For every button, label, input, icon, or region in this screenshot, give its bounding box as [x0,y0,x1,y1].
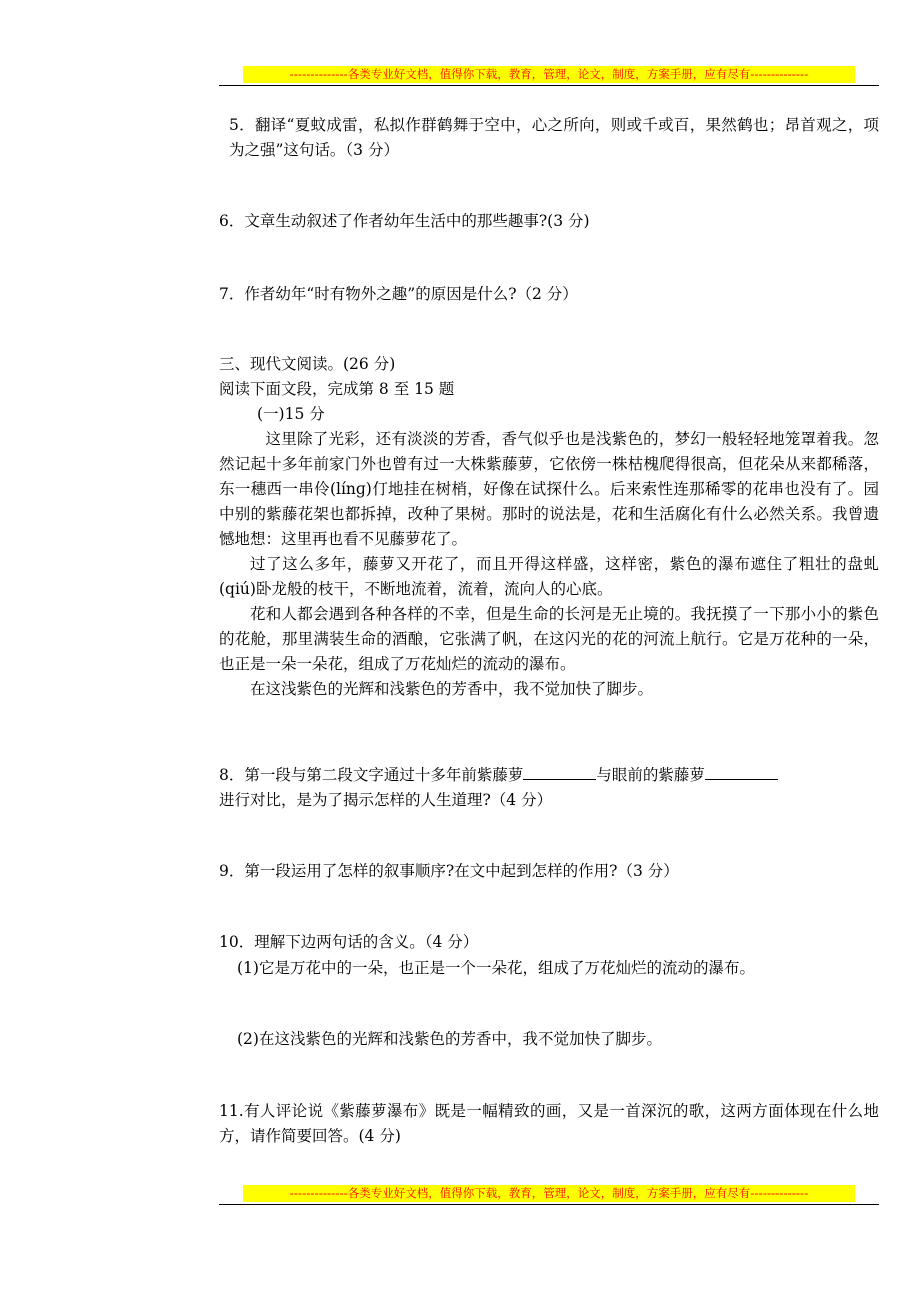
q8-text-3: 进行对比，是为了揭示怎样的人生道理?（4 分） [219,791,553,809]
section-title: 三、现代文阅读。(26 分) [219,355,396,373]
answer-blank-2[interactable] [705,763,778,780]
section-3 [219,352,879,702]
passage-paragraph: 花和人都会遇到各种各样的不幸，但是生命的长河是无止境的。我抚摸了一下那小小的紫色的花舱，那里满装生命的酒酿，它张满了帆，在这闪光的花的河流上航行。它是万花种的一朵，也正是一朵一朵花，组成了万花灿烂的流动的瀑布。 [219,605,879,673]
header-banner: --------------各类专业好文档，值得你下载，教育，管理，论文，制度，方案手册，应有尽有-------------- [243,66,855,83]
question-11: 11.有人评论说《紫藤萝瀑布》既是一幅精致的画，又是一首深沉的歌，这两方面体现在什么地方，请作简要回答。(4 分) [219,1102,879,1145]
question-10: 10．理解下边两句话的含义。（4 分） [219,933,479,951]
footer-banner: --------------各类专业好文档，值得你下载，教育，管理，论文，制度，方案手册，应有尽有-------------- [243,1185,855,1202]
question-9: 9．第一段运用了怎样的叙事顺序?在文中起到怎样的作用?（3 分） [219,862,679,880]
question-6: 6．文章生动叙述了作者幼年生活中的那些趣事?(3 分) [219,212,590,230]
q10-sentence-1: (1)它是万花中的一朵，也正是一个一朵花，组成了万花灿烂的流动的瀑布。 [237,959,755,977]
passage-paragraph: 这里除了光彩，还有淡淡的芳香，香气似乎也是浅紫色的，梦幻一般轻轻地笼罩着我。忽然记起十多年前家门外也曾有过一大株紫藤萝，它依傍一株枯槐爬得很高，但花朵从来都稀落，东一穗西一串伶(línɡ)仃地挂在树梢，好像在试探什么。后来索性连那稀零的花串也没有了。园中别的紫藤花架也都拆掉，改种了果树。那时的说法是，花和生活腐化有什么必然关系。我曾遗憾地想：这里再也看不见藤萝花了。 [219,430,879,548]
q10-sentence-2: (2)在这浅紫色的光辉和浅紫色的芳香中，我不觉加快了脚步。 [237,1030,662,1048]
question-5: 5．翻译“夏蚊成雷，私拟作群鹤舞于空中，心之所向，则或千或百，果然鹤也；昂首观之，项为之强”这句话。（3 分） [229,116,879,159]
subsection-title: (一)15 分 [257,405,325,423]
passage-paragraph: 过了这么多年，藤萝又开花了，而且开得这样盛，这样密，紫色的瀑布遮住了粗壮的盘虬(qiú)卧龙般的枝干，不断地流着，流着，流向人的心底。 [219,555,879,598]
footer-rule [219,1204,879,1205]
header-rule [219,85,879,86]
question-8 [219,763,879,813]
answer-blank-1[interactable] [523,763,596,780]
q8-text-2: 与眼前的紫藤萝 [596,766,705,784]
q8-text-1: 8．第一段与第二段文字通过十多年前紫藤萝 [219,766,524,784]
section-instruction: 阅读下面文段，完成第 8 至 15 题 [219,380,455,398]
passage-paragraph: 在这浅紫色的光辉和浅紫色的芳香中，我不觉加快了脚步。 [250,680,654,698]
question-7: 7．作者幼年“时有物外之趣”的原因是什么?（2 分） [219,285,578,303]
